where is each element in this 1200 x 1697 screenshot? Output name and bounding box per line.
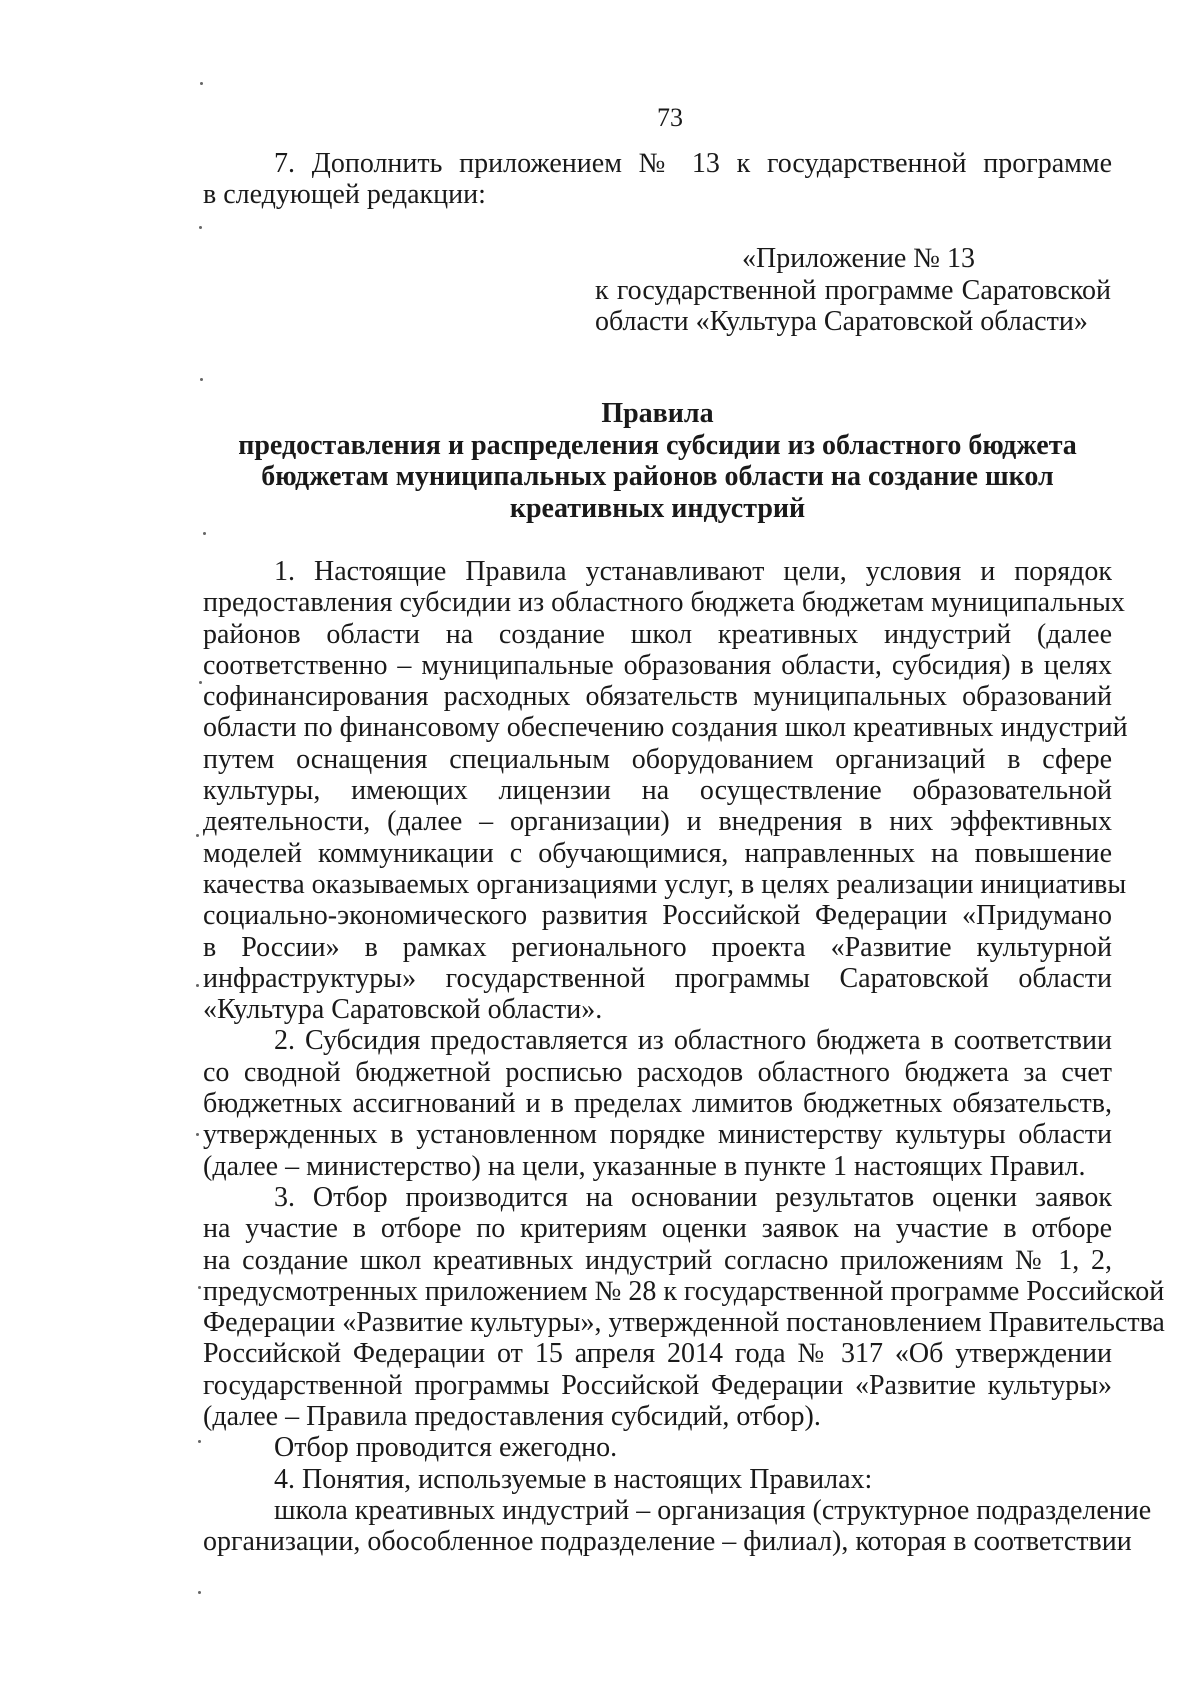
body-line: 1. Настоящие Правила устанавливают цели, условия и порядок xyxy=(274,556,1112,587)
body-line: (далее – министерство) на цели, указанные в пункте 1 настоящих Правил. xyxy=(203,1150,1086,1182)
body-line: инфраструктуры» государственной программы Саратовской области xyxy=(203,962,1112,994)
appendix-heading: «Приложение № 13 xyxy=(742,243,975,274)
body-line: районов области на создание школ креативных индустрий (далее xyxy=(203,618,1112,650)
scan-speck xyxy=(199,226,202,229)
body-line: (далее – Правила предоставления субсидий, отбор). xyxy=(203,1401,821,1433)
intro-paragraph xyxy=(203,148,1112,210)
scan-speck xyxy=(198,1440,201,1443)
body-line: путем оснащения специальным оборудованием организаций в сфере xyxy=(203,743,1112,775)
body-line: Российской Федерации от 15 апреля 2014 года № 317 «Об утверждении xyxy=(203,1338,1112,1370)
body-line: бюджетных ассигнований и в пределах лимитов бюджетных обязательств, xyxy=(203,1088,1112,1120)
body-line: 2. Субсидия предоставляется из областного бюджета в соответствии xyxy=(274,1025,1112,1057)
body-line: «Культура Саратовской области». xyxy=(203,994,603,1026)
document-title xyxy=(203,398,1112,524)
body-line: организации, обособленное подразделение – филиал), которая в соответствии xyxy=(203,1526,1132,1558)
body-line: моделей коммуникации с обучающимися, направленных на повышение xyxy=(203,837,1112,869)
body-line: предусмотренных приложением № 28 к государственной программе Российской xyxy=(203,1275,1165,1307)
body-line: софинансирования расходных обязательств муниципальных образований xyxy=(203,681,1112,713)
scan-speck xyxy=(200,378,203,381)
body-line: утвержденных в установленном порядке министерству культуры области xyxy=(203,1119,1112,1151)
body-line: качества оказываемых организациями услуг, в целях реализации инициативы xyxy=(203,868,1127,900)
appendix-line: области «Культура Саратовской области» xyxy=(595,306,1088,337)
body-line: государственной программы Российской Федерации «Развитие культуры» xyxy=(203,1369,1112,1401)
title-line: креативных индустрий xyxy=(509,492,806,524)
appendix-reference xyxy=(595,243,1111,338)
body-line: со сводной бюджетной росписью расходов областного бюджета за счет xyxy=(203,1056,1112,1088)
body-line: предоставления субсидии из областного бюджета бюджетам муниципальных xyxy=(203,587,1125,619)
title-line: бюджетам муниципальных районов области на создание школ xyxy=(261,461,1054,492)
body-line: на участие в отборе по критериям оценки заявок на участие в отборе xyxy=(203,1213,1112,1245)
body-line: социально-экономического развития Российской Федерации «Придумано xyxy=(203,900,1112,932)
body-line: деятельности, (далее – организации) и внедрения в них эффективных xyxy=(203,806,1112,838)
scan-speck xyxy=(203,532,206,535)
body-line: Федерации «Развитие культуры», утвержденной постановлением Правительства xyxy=(203,1307,1165,1339)
body-line: школа креативных индустрий – организация (структурное подразделение xyxy=(274,1494,1152,1526)
scan-speck xyxy=(196,834,199,837)
body-line: на создание школ креативных индустрий согласно приложениям № 1, 2, xyxy=(203,1244,1112,1276)
body-line: в России» в рамках регионального проекта «Развитие культурной xyxy=(203,931,1112,963)
appendix-line: к государственной программе Саратовской xyxy=(595,274,1111,306)
body-line: области по финансовому обеспечению создания школ креативных индустрий xyxy=(203,712,1128,744)
body-line: 3. Отбор производится на основании результатов оценки заявок xyxy=(274,1181,1112,1213)
scan-speck xyxy=(196,984,199,987)
body-line: 4. Понятия, используемые в настоящих Правилах: xyxy=(274,1463,873,1495)
intro-line: в следующей редакции: xyxy=(203,179,486,210)
body-line: соответственно – муниципальные образования области, субсидия) в целях xyxy=(203,649,1112,681)
scan-speck xyxy=(200,82,203,85)
scan-speck xyxy=(196,1133,199,1136)
title-line: предоставления и распределения субсидии из областного бюджета xyxy=(238,429,1077,461)
body-line: культуры, имеющих лицензии на осуществление образовательной xyxy=(203,775,1112,807)
scan-speck xyxy=(198,1286,201,1289)
intro-line: 7. Дополнить приложением № 13 к государственной программе xyxy=(274,148,1112,179)
scan-speck xyxy=(199,681,202,684)
title-line: Правила xyxy=(601,398,714,429)
page-number: 73 xyxy=(657,103,683,132)
body-line: Отбор проводится ежегодно. xyxy=(274,1432,618,1464)
scan-speck xyxy=(198,1591,201,1594)
body-text xyxy=(203,556,1165,1558)
